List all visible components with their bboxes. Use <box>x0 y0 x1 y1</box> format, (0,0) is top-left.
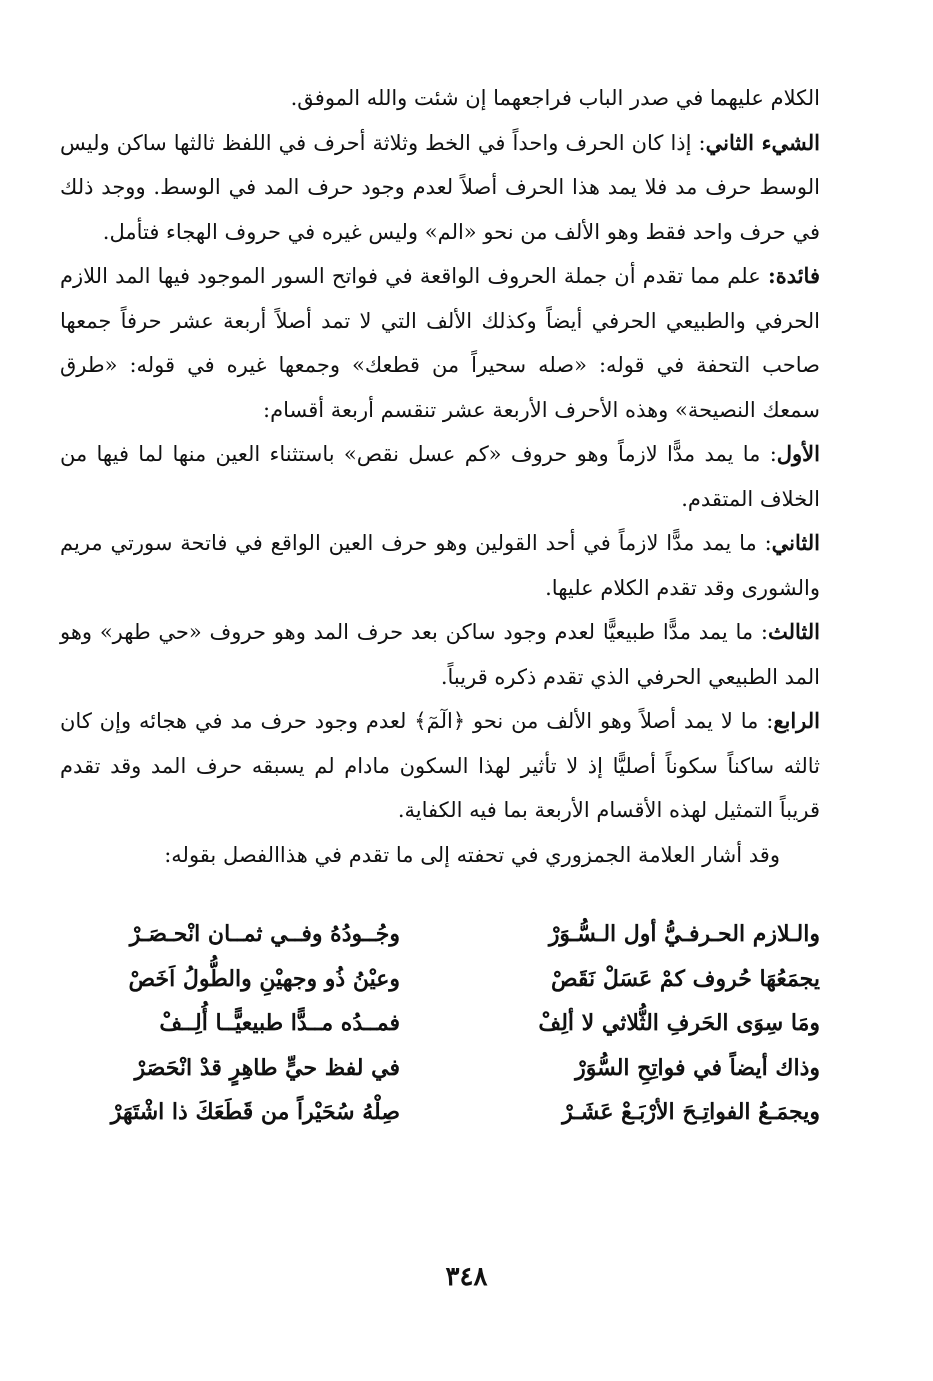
page-number: ٣٤٨ <box>445 1262 488 1292</box>
verse-first-hemistich: والـلازم الحـرفـيُّ أول الـسُّـوَرْ <box>548 921 820 948</box>
verse-line <box>60 1001 820 1046</box>
paragraph-first-category <box>60 432 820 521</box>
paragraph-heading: الشيء الثاني <box>705 129 820 155</box>
paragraph-intro <box>60 76 820 121</box>
paragraph-text: وقد أشار العلامة الجمزوري في تحفته إلى ما تقدم في هذاالفصل بقوله: <box>164 842 780 867</box>
paragraph-text: : إذا كان الحرف واحداً في الخط وثلاثة أحرف في اللفظ ثالثها ساكن وليس الوسط حرف مد فلا يمد هذا الحرف أصلاً لعدم وجود حرف المد في الوسط. ووجد ذلك في حرف واحد فقط وهو الألف من نحو «الم» وليس غيره في حروف الهجاء فتأمل. <box>60 130 820 244</box>
verse-second-hemistich: وجُــودُهُ وفــي ثمــان انْحـصَـرْ <box>129 921 400 948</box>
paragraph-heading: الثاني <box>771 530 820 555</box>
verse-line <box>60 912 820 957</box>
paragraph-heading: الثالث <box>768 619 820 644</box>
verse-first-hemistich: يجمَعُهَا حُروف كمْ عَسَلْ نَقَصْ <box>550 965 820 992</box>
paragraph-text: : ما يمد مدًّا طبيعيًّا لعدم وجود ساكن بعد حرف المد وهو حروف «حي طهر» وهو المد الطبيعي الحرفي الذي تقدم ذكره قريباً. <box>60 620 820 689</box>
body-text <box>60 76 820 877</box>
paragraph-benefit <box>60 254 820 432</box>
poem-verses <box>60 912 820 1135</box>
paragraph-text: : ما يمد مدًّا لازماً وهو حروف «كم عسل نقص» باستثناء العين منها لما فيها من الخلاف المتقدم. <box>60 442 820 511</box>
paragraph-third-category <box>60 610 820 699</box>
paragraph-verse-intro <box>60 833 820 878</box>
paragraph-second-category <box>60 521 820 610</box>
verse-second-hemistich: صِلْهُ سُحَيْراً من قَطَعَكَ ذا اشْتَهَرْ <box>110 1099 400 1126</box>
paragraph-text: : ما يمد مدًّا لازماً في أحد القولين وهو حرف العين الواقع في فاتحة سورتي مريم والشورى وقد تقدم الكلام عليها. <box>60 531 820 600</box>
paragraph-text: الكلام عليهما في صدر الباب فراجعهما إن شئت والله الموفق. <box>290 86 820 110</box>
verse-line <box>60 1046 820 1091</box>
verse-first-hemistich: ومَا سِوَى الحَرفِ الثُّلاثي لا ألِفْ <box>538 1010 820 1037</box>
paragraph-heading: الأول <box>776 441 820 466</box>
verse-second-hemistich: فمــدُه مــدًّا طبيعيًّــا أُلِــفْ <box>159 1010 400 1037</box>
verse-first-hemistich: وذاك أيضاً في فواتِحِ السُّوَرْ <box>575 1054 820 1081</box>
verse-line <box>60 957 820 1002</box>
paragraph-text: : ما لا يمد أصلاً وهو الألف من نحو ﴿الٓمٓ﴾ لعدم وجود حرف مد في هجائه وإن كان ثالثه ساكناً سكوناً أصليًّا إذ لا تأثير لهذا السكون مادام لم يسبقه حرف المد وقد تقدم قريباً التمثيل لهذه الأقسام الأربعة بما فيه الكفاية. <box>60 709 820 822</box>
paragraph-heading: فائدة: <box>767 263 820 288</box>
verse-line <box>60 1090 820 1135</box>
verse-second-hemistich: في لفظ حيٍّ طاهِرٍ قدْ انْحَصَرْ <box>134 1054 400 1081</box>
paragraph-text: علم مما تقدم أن جملة الحروف الواقعة في فواتح السور الموجود فيها المد اللازم الحرفي والطبيعي الحرفي أيضاً وكذلك الألف التي لا تمد أصلاً أربعة عشر حرفاً جمعها صاحب التحفة في قوله: «صله سحيراً من قطعك» وجمعها غيره في قوله: «طرق سمعك النصيحة» وهذه الأحرف الأربعة عشر تنقسم أربعة أقسام: <box>60 264 820 422</box>
paragraph-second-thing <box>60 121 820 255</box>
paragraph-fourth-category <box>60 699 820 833</box>
paragraph-heading: الرابع <box>773 708 820 733</box>
verse-first-hemistich: ويجمَـعُ الفواتِـحَ الأرْبَـعْ عَشَـرْ <box>562 1099 820 1126</box>
verse-second-hemistich: وعيْنُ ذُو وجهيْنِ والطُّولُ اَخَصْ <box>128 965 400 992</box>
